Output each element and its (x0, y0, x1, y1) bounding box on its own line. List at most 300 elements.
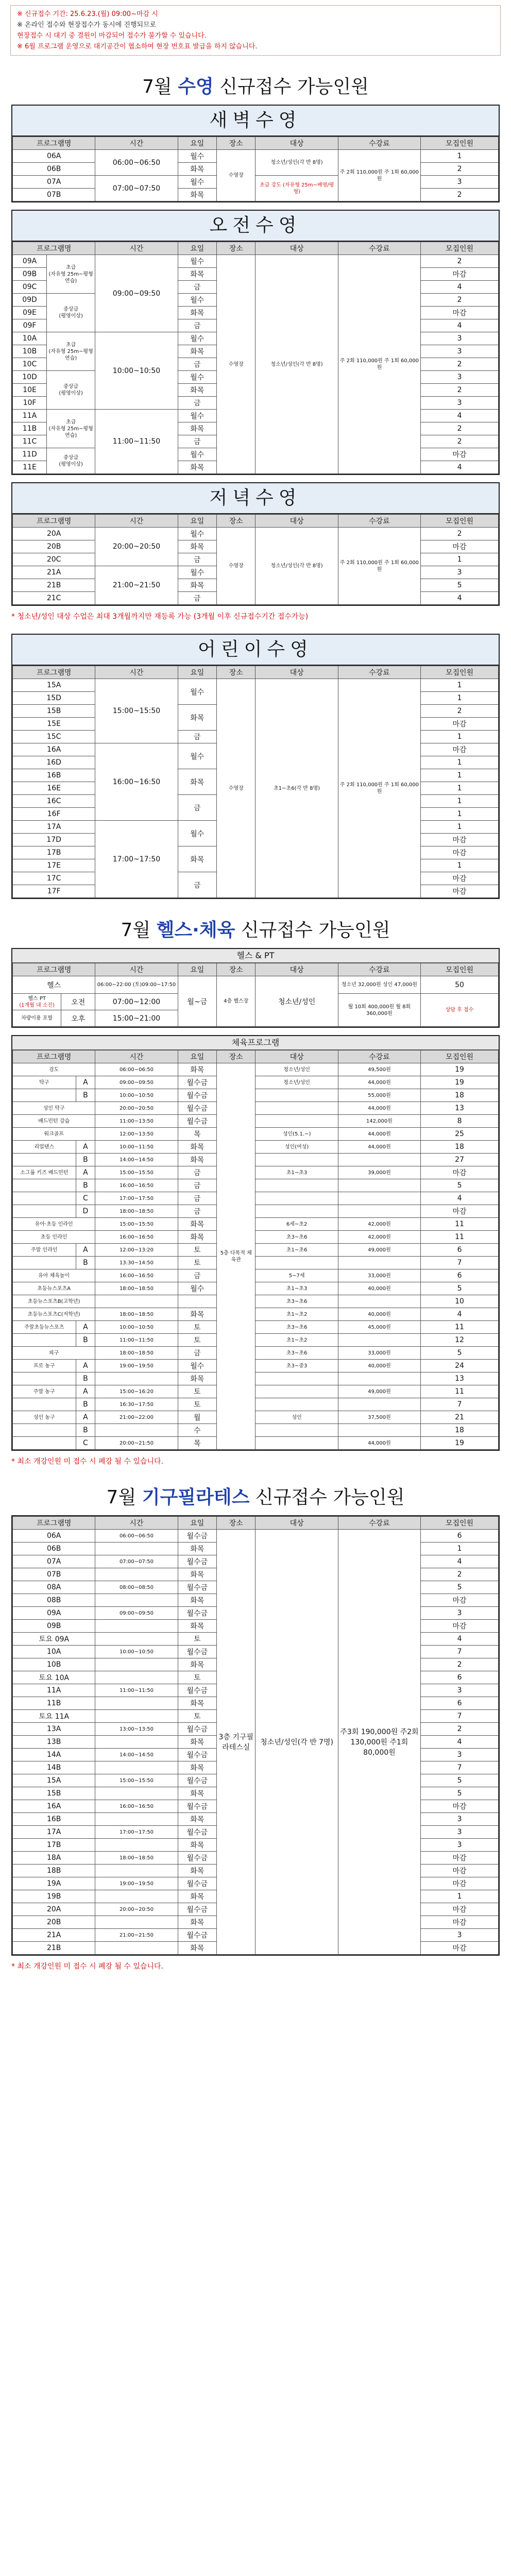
count-cell: 5 (421, 1774, 499, 1787)
header-row (13, 242, 499, 255)
count-cell: 2 (421, 358, 499, 371)
count-cell: 11 (421, 1385, 499, 1398)
program-cell: 09E (13, 307, 47, 319)
count-cell: 2 (421, 189, 499, 201)
program-cell: 15B (13, 705, 95, 718)
notice-line: ※ 신규접수 기간: 25.6.23.(월) 09:00~마감 시 (17, 10, 158, 18)
program-cell: 09B (13, 268, 47, 281)
evening-swim-table (11, 482, 500, 606)
program-cell: 16E (13, 782, 95, 795)
header-cell: 대상 (256, 137, 338, 150)
header-cell: 요일 (178, 242, 216, 255)
header-cell: 프로그램명 (13, 242, 95, 255)
count-cell: 3 (421, 1929, 499, 1942)
count-cell: 3 (421, 176, 499, 189)
time-cell (95, 1620, 178, 1633)
count-cell: 4 (421, 319, 499, 332)
program-cell (13, 1424, 76, 1437)
program-extra: 차량이용 포함 (13, 1010, 61, 1027)
fee-cell: 33,000원 (338, 1269, 420, 1282)
program-cell: 09D (13, 294, 47, 307)
table-row (13, 1102, 499, 1115)
count-cell: 마감 (421, 1942, 499, 1955)
program-cell: 20A (13, 1903, 95, 1916)
count-cell: 1 (421, 782, 499, 795)
day-cell: 금 (178, 397, 216, 410)
table-row (13, 679, 499, 692)
program-cell: 10C (13, 358, 47, 371)
count-cell: 7 (421, 1257, 499, 1269)
day-cell: 화목 (178, 1620, 216, 1633)
program-cell: 20C (13, 553, 95, 566)
fee-cell (338, 1398, 420, 1411)
fee-cell: 42,000원 (338, 1218, 420, 1231)
header-cell: 대상 (256, 666, 338, 679)
day-cell: 화목 (178, 307, 216, 319)
fee-cell (338, 1205, 420, 1218)
target-cell (256, 1179, 338, 1192)
program-cell: 탁구 (13, 1076, 76, 1089)
day-cell: 월수 (178, 821, 216, 846)
count-cell: 1 (421, 859, 499, 872)
count-cell: 4 (421, 1555, 499, 1568)
target-cell (256, 1424, 338, 1437)
count-cell: 7 (421, 1398, 499, 1411)
fee-cell: 37,500원 (338, 1411, 420, 1424)
count-cell: 21 (421, 1411, 499, 1424)
day-cell: 토 (178, 1398, 216, 1411)
program-cell: 주말 인라인 (13, 1244, 76, 1257)
program-cell: 17A (13, 821, 95, 834)
program-cell: 16C (13, 795, 95, 808)
header-cell: 모집인원 (421, 515, 499, 528)
program-cell: 성인 탁구 (13, 1102, 95, 1115)
header-cell: 장소 (217, 242, 256, 255)
fee-cell: 45,000원 (338, 1321, 420, 1334)
title-prefix: 7월 (142, 76, 172, 97)
day-cell: 월수금 (178, 1800, 216, 1813)
day-cell: 화목 (178, 1372, 216, 1385)
count-cell: 19 (421, 1063, 499, 1076)
day-cell: 월수 (178, 332, 216, 345)
title-prefix: 7월 (106, 1487, 137, 1508)
count-cell: 6 (421, 1697, 499, 1710)
notice-line: ※ 온라인 접수와 현장접수가 동시에 진행되므로 (17, 21, 157, 29)
day-cell: 월수 (178, 1282, 216, 1295)
count-cell: 1 (421, 756, 499, 769)
program-cell: 07A (13, 176, 95, 189)
time-cell: 18:00~18:50 (95, 1347, 178, 1360)
table-row (13, 1154, 499, 1166)
header-row (13, 137, 499, 150)
program-cell: 11D (13, 448, 47, 461)
day-cell: 월수금 (178, 1530, 216, 1543)
program-cell: 15C (13, 731, 95, 743)
program-cell: 09A (13, 255, 47, 268)
target-cell (256, 1154, 338, 1166)
title-highlight: 기구필라테스 (142, 1487, 250, 1508)
target-cell: 성인 (256, 1411, 338, 1424)
count-cell: 12 (421, 1334, 499, 1347)
level-cell (47, 294, 95, 332)
program-cell: 16B (13, 1813, 95, 1826)
evening-note: * 청소년/성인 대상 수업은 최대 3개월까지만 재등록 가능 (3개월 이후 신규접수기간 접수가능) (11, 613, 309, 621)
target-cell: 초3~초6 (256, 1295, 338, 1308)
count-cell: 5 (421, 579, 499, 592)
table-row (13, 528, 499, 540)
time-cell (95, 1942, 178, 1955)
level-cell (47, 410, 95, 448)
session-cell: 오전 (61, 994, 95, 1010)
program-cell: 검도 (13, 1063, 95, 1076)
target-cell (256, 1437, 338, 1450)
program-cell: 10D (13, 371, 47, 384)
target-cell: 청소년/성인(각 반 7명) (256, 1530, 338, 1955)
time-cell: 16:00~16:50 (95, 1231, 178, 1244)
day-cell: 화목 (178, 1813, 216, 1826)
count-cell: 18 (421, 1089, 499, 1102)
time-cell: 13:30~14:50 (95, 1257, 178, 1269)
table-row (13, 1530, 499, 1543)
count-cell: 5 (421, 1581, 499, 1594)
time-cell: 16:00~16:50 (95, 1179, 178, 1192)
program-cell: 17C (13, 872, 95, 885)
header-cell: 수강료 (338, 1517, 420, 1530)
group-cell: C (76, 1437, 95, 1450)
count-cell: 2 (421, 1568, 499, 1581)
program-cell: 16B (13, 769, 95, 782)
day-cell: 금 (178, 435, 216, 448)
level-cell (47, 332, 95, 371)
day-cell: 금 (178, 1179, 216, 1192)
time-cell: 14:00~14:50 (95, 1154, 178, 1166)
count-cell: 마감 (421, 1916, 499, 1929)
day-cell: 월수금 (178, 1684, 216, 1697)
time-cell: 19:00~19:50 (95, 1877, 178, 1890)
count-cell: 19 (421, 1076, 499, 1089)
count-cell: 3 (421, 397, 499, 410)
header-cell: 수강료 (338, 963, 420, 976)
count-cell: 4 (421, 461, 499, 474)
table-row (13, 1244, 499, 1257)
day-cell: 금 (178, 1347, 216, 1360)
time-cell: 21:00~21:50 (95, 1929, 178, 1942)
fee-cell: 44,000원 (338, 1128, 420, 1141)
table-row (13, 1321, 499, 1334)
program-cell: 08A (13, 1581, 95, 1594)
table-row (13, 1398, 499, 1411)
count-cell: 11 (421, 1218, 499, 1231)
day-cell: 월수금 (178, 1852, 216, 1865)
morning-swim-table (11, 210, 500, 475)
target-cell: 초3~초6 (256, 1321, 338, 1334)
count-cell: 3 (421, 1684, 499, 1697)
count-cell: 마감 (421, 1865, 499, 1877)
target-cell (256, 1398, 338, 1411)
header-cell: 요일 (178, 666, 216, 679)
day-cell: 화목 (178, 189, 216, 201)
day-cell: 화목 (178, 846, 216, 872)
table-row (13, 1076, 499, 1089)
day-cell: 월수 (178, 566, 216, 579)
time-cell: 10:00~10:50 (95, 332, 178, 410)
sports-table (11, 1035, 500, 1451)
time-cell: 21:00~22:00 (95, 1411, 178, 1424)
count-cell: 3 (421, 1839, 499, 1852)
day-cell: 토 (178, 1334, 216, 1347)
header-cell: 대상 (256, 1050, 338, 1063)
fee-cell: 주 2회 110,000원 주 1회 60,000원 (338, 150, 420, 201)
time-cell (95, 1671, 178, 1684)
header-cell: 프로그램명 (13, 963, 95, 976)
day-cell: 월수금 (178, 1903, 216, 1916)
header-cell: 모집인원 (421, 666, 499, 679)
count-cell: 2 (421, 705, 499, 718)
program-cell: 10F (13, 397, 47, 410)
fee-cell: 42,000원 (338, 1231, 420, 1244)
target-cell: 청소년/성인(각 반 8명) (256, 255, 338, 474)
program-cell: 15A (13, 1774, 95, 1787)
fee-cell: 44,000원 (338, 1141, 420, 1154)
header-cell: 프로그램명 (13, 137, 95, 150)
program-cell: 06B (13, 1543, 95, 1555)
health-section-title (0, 916, 511, 942)
program-cell: 10B (13, 1658, 95, 1671)
fee-cell (338, 1424, 420, 1437)
day-cell: 금 (178, 592, 216, 605)
count-cell: 5 (421, 1282, 499, 1295)
header-cell: 프로그램명 (13, 515, 95, 528)
count-cell: 11 (421, 1321, 499, 1334)
count-cell: 2 (421, 255, 499, 268)
day-cell: 월수 (178, 528, 216, 540)
place-cell: 수영장 (217, 528, 256, 605)
time-cell: 10:00~10:50 (95, 1321, 178, 1334)
program-cell: 18A (13, 1852, 95, 1865)
count-cell: 4 (421, 1192, 499, 1205)
time-cell (95, 1761, 178, 1774)
count-cell: 마감 (421, 846, 499, 859)
time-cell: 11:00~13:50 (95, 1115, 178, 1128)
time-cell: 06:00~22:00 (토)09:00~17:50 (95, 976, 178, 994)
day-cell: 월수 (178, 743, 216, 769)
table-row (13, 1334, 499, 1347)
notice-line: 현장접수 시 대기 중 결원이 마감되어 접수가 불가할 수 있습니다. (17, 32, 207, 40)
header-cell: 대상 (256, 1517, 338, 1530)
time-cell: 07:00~12:00 (95, 994, 178, 1010)
day-cell: 월수 (178, 448, 216, 461)
count-cell: 마감 (421, 872, 499, 885)
time-cell: 13:00~13:50 (95, 1723, 178, 1736)
day-cell: 토 (178, 1633, 216, 1646)
target-cell: 성인(여성) (256, 1141, 338, 1154)
program-cell: 15A (13, 679, 95, 692)
pilates-table (11, 1515, 500, 1956)
day-cell: 화목 (178, 1658, 216, 1671)
day-cell: 화목 (178, 540, 216, 553)
count-cell: 마감 (421, 307, 499, 319)
title-highlight: 헬스·체육 (156, 920, 235, 941)
target-cell: 초1~초2 (256, 1334, 338, 1347)
time-cell (95, 1594, 178, 1607)
program-cell: 배드민턴 강습 (13, 1115, 95, 1128)
day-cell: 토 (178, 1244, 216, 1257)
day-cell: 금 (178, 1166, 216, 1179)
fee-cell (338, 1192, 420, 1205)
table-row (13, 1282, 499, 1295)
time-cell: 09:00~09:50 (95, 1607, 178, 1620)
program-cell (13, 1192, 76, 1205)
count-cell: 3 (421, 1607, 499, 1620)
program-cell: 20B (13, 540, 95, 553)
fee-cell: 44,000원 (338, 1102, 420, 1115)
day-cell: 월수금 (178, 1723, 216, 1736)
count-cell: 3 (421, 1749, 499, 1761)
group-cell: A (76, 1141, 95, 1154)
time-cell: 15:00~16:20 (95, 1385, 178, 1398)
time-cell: 19:00~19:50 (95, 1360, 178, 1372)
program-cell: 21C (13, 592, 95, 605)
time-cell: 18:00~18:50 (95, 1852, 178, 1865)
target-cell: 초1~초2 (256, 1308, 338, 1321)
evening-banner: 저녁수영 (12, 483, 499, 514)
fee-cell: 주 2회 110,000원 주 1회 60,000원 (338, 528, 420, 605)
day-cell: 월수금 (178, 1555, 216, 1568)
day-cell: 월수금 (178, 1076, 216, 1089)
program-cell: 11B (13, 422, 47, 435)
program-cell: 09F (13, 319, 47, 332)
day-cell: 월수 (178, 679, 216, 705)
count-cell: 8 (421, 1115, 499, 1128)
time-cell: 06:00~06:50 (95, 150, 178, 176)
group-cell: B (76, 1372, 95, 1385)
sports-note: * 최소 개강인원 미 접수 시 폐강 될 수 있습니다. (11, 1458, 163, 1466)
time-cell (95, 1865, 178, 1877)
time-cell: 09:00~09:50 (95, 255, 178, 332)
program-cell: 07A (13, 1555, 95, 1568)
count-cell: 마감 (421, 885, 499, 898)
program-cell: 헬스 (13, 976, 95, 994)
program-cell: 16A (13, 1800, 95, 1813)
header-cell: 모집인원 (421, 963, 499, 976)
day-cell: 월수금 (178, 1115, 216, 1128)
program-cell (13, 1257, 76, 1269)
day-cell: 화목 (178, 1697, 216, 1710)
program-cell: 토요 11A (13, 1710, 95, 1723)
level-label: 초급 (65, 264, 76, 270)
count-cell: 7 (421, 1646, 499, 1658)
day-cell: 월수금 (178, 1929, 216, 1942)
program-cell: 프로 농구 (13, 1360, 76, 1372)
program-cell: 20B (13, 1916, 95, 1929)
count-cell: 2 (421, 294, 499, 307)
title-suffix: 신규접수 가능인원 (241, 920, 390, 941)
day-cell: 화목 (178, 1154, 216, 1166)
program-cell: 17F (13, 885, 95, 898)
count-cell: 1 (421, 1890, 499, 1903)
program-cell: 21B (13, 1942, 95, 1955)
count-cell: 1 (421, 769, 499, 782)
notice-box (10, 5, 501, 56)
level-label: 중상급 (63, 384, 79, 389)
program-cell (13, 1154, 76, 1166)
time-cell: 20:00~21:50 (95, 1437, 178, 1450)
table-row (13, 1360, 499, 1372)
program-cell: 주말 농구 (13, 1385, 76, 1398)
header-cell: 요일 (178, 963, 216, 976)
target-cell: 청소년/성인 (256, 1076, 338, 1089)
fee-cell: 주 2회 110,000원 주 1회 60,000원 (338, 679, 420, 898)
count-cell: 18 (421, 1141, 499, 1154)
level-note: (평영이상) (59, 313, 83, 319)
level-cell (47, 448, 95, 474)
table-row (13, 176, 499, 189)
target-cell (256, 1192, 338, 1205)
table-row (13, 1063, 499, 1076)
program-cell (13, 1089, 76, 1102)
count-cell: 5 (421, 1787, 499, 1800)
fee-cell: 49,000원 (338, 1385, 420, 1398)
header-cell: 장소 (217, 137, 256, 150)
target-cell: 청소년/성인(각 반 8명) (256, 528, 338, 605)
time-cell: 17:00~17:50 (95, 1192, 178, 1205)
program-cell: 17B (13, 846, 95, 859)
program-cell: 11C (13, 435, 47, 448)
time-cell (95, 1916, 178, 1929)
day-cell: 화목 (178, 384, 216, 397)
target-cell: 초급 강도 (자유형 25m~배영/평형) (256, 176, 338, 201)
count-cell: 마감 (421, 1903, 499, 1916)
program-sublabel: (1개월 내 소진) (19, 1002, 55, 1008)
group-cell: A (76, 1360, 95, 1372)
group-cell: C (76, 1192, 95, 1205)
count-cell: 6 (421, 1269, 499, 1282)
count-cell: 2 (421, 528, 499, 540)
target-cell (256, 1372, 338, 1385)
day-cell: 월~금 (178, 976, 216, 1027)
program-cell: 주말초등뉴스포츠 (13, 1321, 76, 1334)
program-cell: 초등뉴스포츠A (13, 1282, 95, 1295)
program-cell: 08B (13, 1594, 95, 1607)
fee-cell: 44,000원 (338, 1437, 420, 1450)
count-cell: 3 (421, 1826, 499, 1839)
day-cell: 월수 (178, 1360, 216, 1372)
program-cell: 07B (13, 1568, 95, 1581)
header-cell: 시간 (95, 137, 178, 150)
target-cell: 청소년/성인 (256, 1063, 338, 1076)
day-cell: 화목 (178, 1865, 216, 1877)
header-cell: 장소 (217, 1517, 256, 1530)
count-cell: 24 (421, 1360, 499, 1372)
header-cell: 수강료 (338, 666, 420, 679)
program-cell: 초등뉴스포츠C(저학년) (13, 1308, 95, 1321)
day-cell: 화목 (178, 1761, 216, 1774)
time-cell: 18:00~18:50 (95, 1282, 178, 1295)
program-cell (13, 1372, 76, 1385)
time-cell: 11:00~11:50 (95, 1684, 178, 1697)
day-cell (178, 1295, 216, 1308)
program-cell: 10A (13, 1646, 95, 1658)
header-cell: 시간 (95, 963, 178, 976)
fee-cell: 40,000원 (338, 1360, 420, 1372)
fee-cell: 월 10회 400,000원 월 8회 360,000원 (338, 994, 420, 1027)
count-cell: 마감 (421, 1166, 499, 1179)
header-cell: 모집인원 (421, 1517, 499, 1530)
time-cell (95, 1568, 178, 1581)
level-label: 초급 (65, 419, 76, 425)
time-cell (95, 1890, 178, 1903)
target-cell: 초1~초6(각 반 8명) (256, 679, 338, 898)
